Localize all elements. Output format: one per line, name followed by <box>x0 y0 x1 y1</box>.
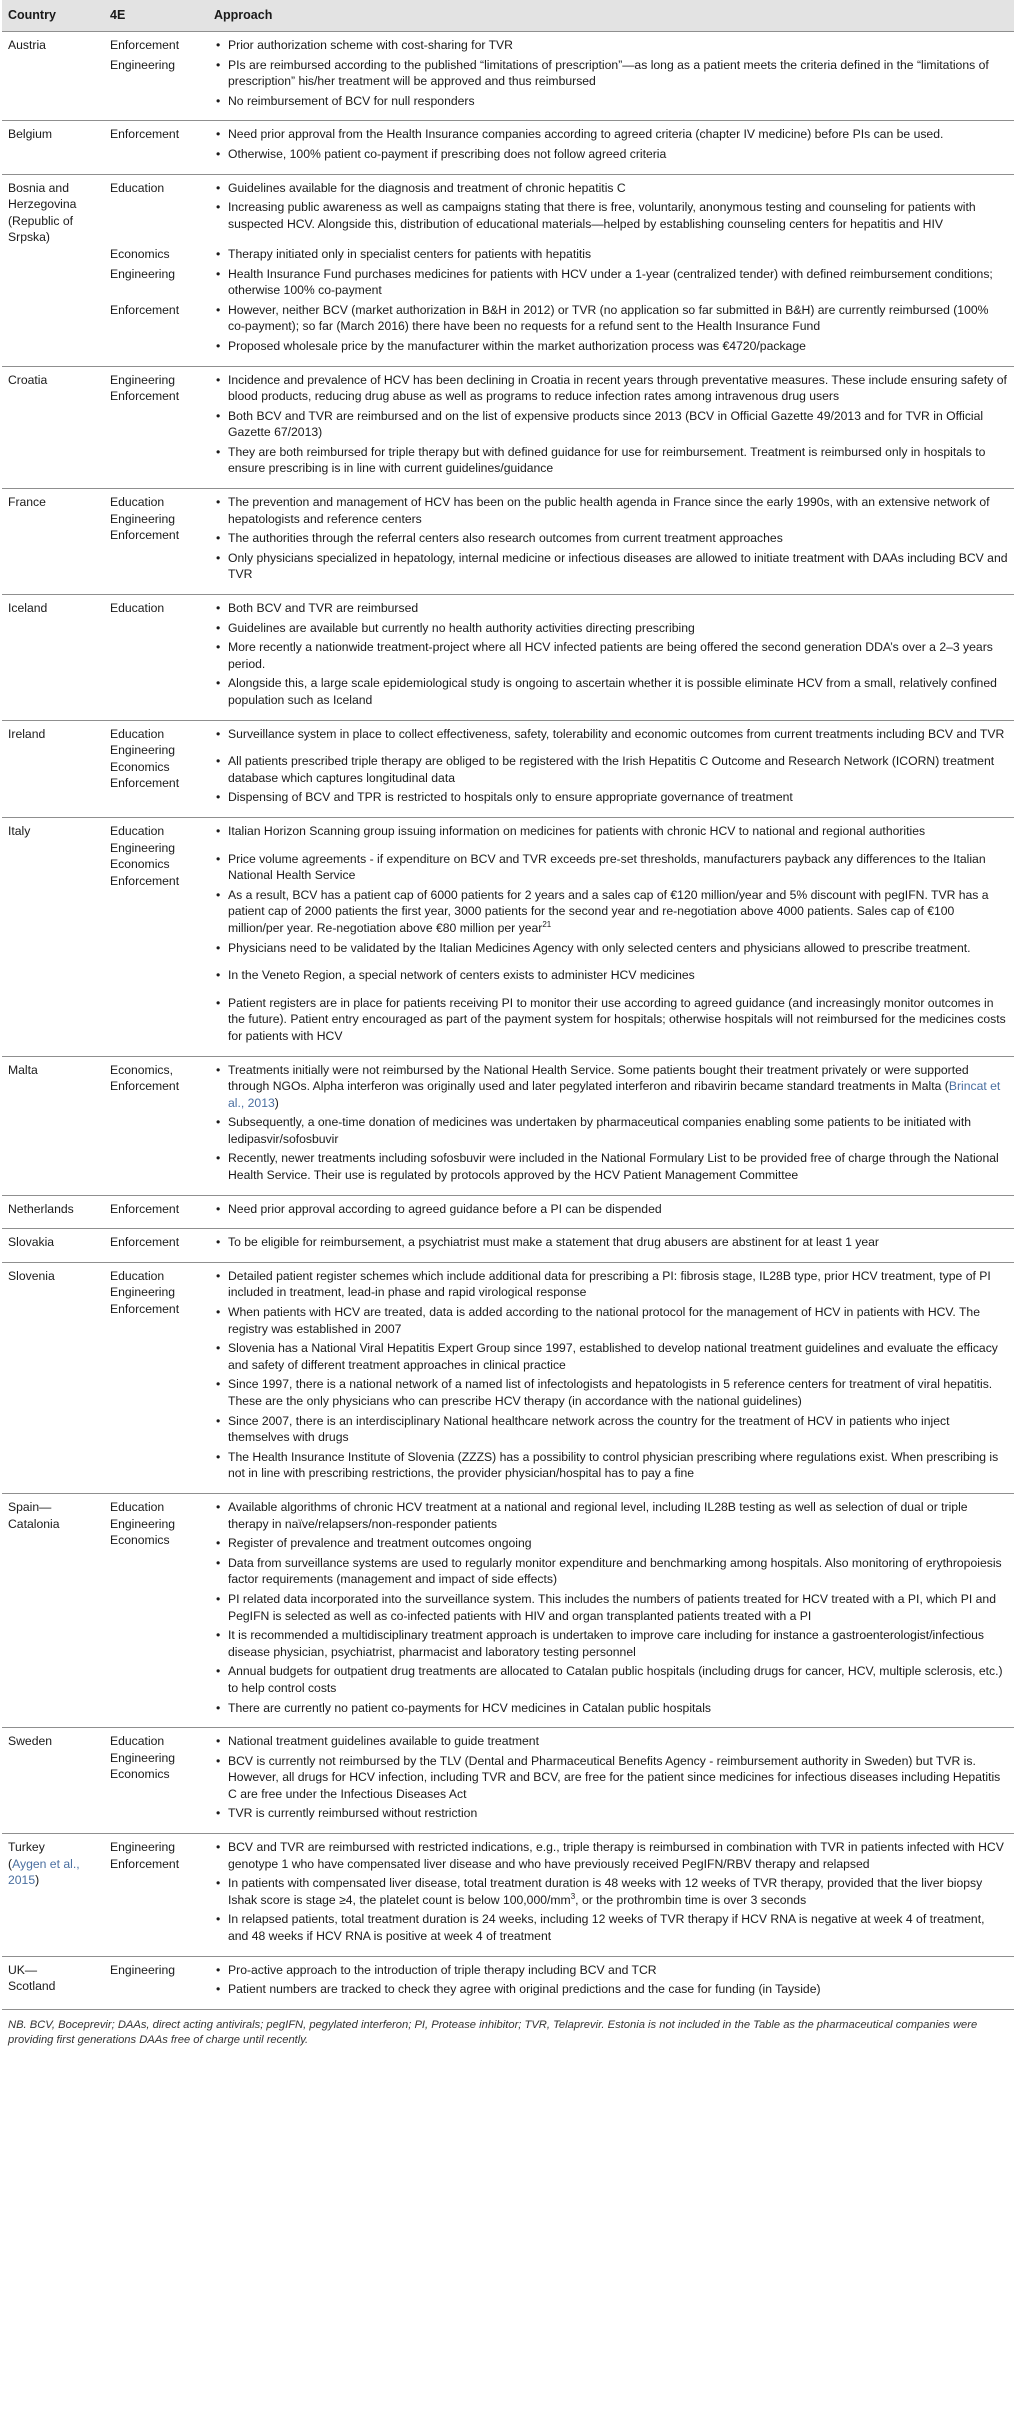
table-body <box>2 32 1014 2010</box>
cell-4e <box>104 32 208 57</box>
four-e-category: Education Engineering Economics Enforcement <box>110 726 180 791</box>
list-item <box>214 1733 1008 1750</box>
cell-country <box>2 595 104 721</box>
list-item <box>214 1875 1008 1908</box>
approach-text: Incidence and prevalence of HCV has been declining in Croatia in recent years through preventative measures. These include ensuring safety of blood products, reducing drug abuse as well as programs to reduce infection rates among intravenous drug users <box>228 372 1007 404</box>
cell-approach <box>208 266 1014 302</box>
country-name: Iceland <box>8 601 48 616</box>
cell-approach <box>208 1262 1014 1493</box>
table-row <box>2 174 1014 246</box>
approach-text: PIs are reimbursed according to the published “limitations of prescription”—as long as a patient meets the criteria defined in the “limitations of prescription” his/her treatment will be approved and thus reimbursed <box>228 57 989 89</box>
approach-text: Since 2007, there is an interdisciplinary National healthcare network across the country for the treatment of HCV in patients who inject themselves with drugs <box>228 1413 950 1445</box>
cell-4e <box>104 489 208 595</box>
list-item <box>214 1700 1008 1717</box>
approach-list <box>214 1062 1008 1184</box>
approach-text: More recently a nationwide treatment-project where all HCV infected patients are being offered the second generation DDA’s over a 2–3 years period. <box>228 640 993 671</box>
cell-4e <box>104 246 208 266</box>
approach-text: BCV is currently not reimbursed by the TLV (Dental and Pharmaceutical Benefits Agency - reimbursement authority in Sweden) but TVR is. However, all drugs for HCV infection, including TVR and BCV, are free for the patient since medicines for infectious diseases including Hepatitis C are free under the Infectious Diseases Act <box>228 1753 1001 1801</box>
table-row <box>2 720 1014 817</box>
table-row <box>2 266 1014 302</box>
approach-text: Available algorithms of chronic HCV treatment at a national and regional level, including IL28B testing as well as selection of dual or triple therapy in naïve/relapsers/non-responder patients <box>228 1499 968 1531</box>
cell-4e <box>104 1229 208 1263</box>
cell-approach <box>208 1229 1014 1263</box>
approach-text: As a result, BCV has a patient cap of 6000 patients for 2 years and a sales cap of €120 million/year and 5% discount with pegIFN. TVR has a patient cap of 2000 patients the first year, 3000 patients for the second year and re-negotiation above 4000 patients. Sales cap of €100 million/per year. Re-negotiation above €80 million per year <box>228 887 989 935</box>
approach-text: All patients prescribed triple therapy are obliged to be registered with the Irish Hepatitis C Outcome and Research Network (ICORN) treatment database which captures longitudinal data <box>228 754 995 785</box>
cell-approach <box>208 174 1014 246</box>
cell-approach <box>208 1056 1014 1195</box>
approach-list <box>214 1234 1008 1251</box>
header-country: Country <box>2 0 104 32</box>
list-item <box>214 338 1008 355</box>
list-item <box>214 302 1008 335</box>
four-e-category: Economics <box>110 246 170 261</box>
approach-text: Register of prevalence and treatment outcomes ongoing <box>228 1536 532 1551</box>
list-item <box>214 1449 1008 1482</box>
approach-text: When patients with HCV are treated, data is added according to the national protocol for the management of HCV in patients with HCV. The registry was established in 2007 <box>228 1305 980 1336</box>
cell-4e <box>104 1056 208 1195</box>
cell-approach <box>208 595 1014 721</box>
country-name: Italy <box>8 823 31 838</box>
list-item <box>214 57 1008 90</box>
country-name: Slovakia <box>8 1235 55 1250</box>
list-item <box>214 1114 1008 1147</box>
country-citation: (Aygen et al., 2015) <box>8 1856 80 1888</box>
approach-list <box>214 1201 1008 1218</box>
cell-approach <box>208 1493 1014 1727</box>
approach-text: Slovenia has a National Viral Hepatitis Expert Group since 1997, established to develop national treatment guidelines and evaluate the efficacy and safety of different treatment approaches in clinical practice <box>228 1341 998 1372</box>
approach-list <box>214 126 1008 162</box>
approach-text: Patient registers are in place for patients receiving PI to monitor their use according to agreed guidance (and increasingly monitor outcomes in the future). Patient entry encouraged as part of the payment system for hospitals; otherwise hospitals will not reimbursed for the medicines costs for patients with HCV <box>228 995 1006 1043</box>
cell-approach <box>208 817 1014 1056</box>
cell-country <box>2 1262 104 1493</box>
list-item <box>214 1981 1008 1998</box>
list-item <box>214 995 1008 1045</box>
header-approach: Approach <box>208 0 1014 32</box>
cell-country <box>2 720 104 817</box>
list-item <box>214 1535 1008 1552</box>
list-item <box>214 639 1008 672</box>
cell-country <box>2 817 104 1056</box>
approach-text: Since 1997, there is a national network of a named list of infectologists and hepatologists in 5 reference centers for treatment of viral hepatitis. These are the only physicians who can prescribe HCV therapy (in accordance with the national guidelines) <box>228 1377 993 1408</box>
list-item <box>214 967 1008 984</box>
cell-country <box>2 1229 104 1263</box>
approach-text: Italian Horizon Scanning group issuing information on medicines for patients with chronic HCV to national and regional authorities <box>228 823 926 838</box>
approach-text: In the Veneto Region, a special network of centers exists to administer HCV medicines <box>228 968 695 983</box>
approach-text: There are currently no patient co-payments for HCV medicines in Catalan public hospitals <box>228 1700 711 1715</box>
table-row <box>2 32 1014 57</box>
list-item <box>214 1962 1008 1979</box>
four-e-category: Engineering <box>110 57 176 72</box>
approach-text: Physicians need to be validated by the Italian Medicines Agency with only selected centers and physicians allowed to prescribe treatment. <box>228 940 971 955</box>
cell-country <box>2 1956 104 2009</box>
country-name: Netherlands <box>8 1201 74 1216</box>
cell-4e <box>104 266 208 302</box>
four-e-category: Enforcement <box>110 127 180 142</box>
approach-text: TVR is currently reimbursed without restriction <box>228 1806 478 1821</box>
approach-list <box>214 1839 1008 1945</box>
approach-list <box>214 1268 1008 1482</box>
header-4e: 4E <box>104 0 208 32</box>
table-row <box>2 1956 1014 2009</box>
list-item <box>214 1753 1008 1803</box>
cell-country <box>2 302 104 366</box>
approach-text: Detailed patient register schemes which include additional data for prescribing a PI: fibrosis stage, IL28B type, prior HCV treatment, type of PI included in treatment, lead-in phase and rapid virological response <box>228 1268 991 1300</box>
table-row <box>2 366 1014 489</box>
approach-text: Alongside this, a large scale epidemiological study is ongoing to ascertain whether it is possible eliminate HCV from a small, relatively confined population such as Iceland <box>228 676 997 707</box>
approach-text: Proposed wholesale price by the manufacturer within the market authorization process was €4720/package <box>228 338 806 353</box>
list-item <box>214 444 1008 477</box>
list-item <box>214 940 1008 957</box>
approach-text: To be eligible for reimbursement, a psychiatrist must make a statement that drug abusers are abstinent for at least 1 year <box>228 1235 879 1250</box>
table-row <box>2 1728 1014 1834</box>
list-item <box>214 246 1008 263</box>
country-name: Belgium <box>8 127 53 142</box>
approach-text: Both BCV and TVR are reimbursed and on the list of expensive products since 2013 (BCV in Official Gazette 49/2013 and for TVR in Official Gazette 67/2013) <box>228 408 984 440</box>
cell-4e <box>104 174 208 246</box>
table-header-row <box>2 0 1014 32</box>
list-item <box>214 372 1008 405</box>
cell-country <box>2 57 104 121</box>
table-row <box>2 57 1014 121</box>
approach-text: Price volume agreements - if expenditure on BCV and TVR exceeds pre-set thresholds, manufacturers payback any differences to the Italian National Health Service <box>228 851 986 883</box>
approach-list <box>214 823 1008 1045</box>
approach-text: Dispensing of BCV and TPR is restricted to hospitals only to ensure appropriate governance of treatment <box>228 790 793 805</box>
cell-4e <box>104 720 208 817</box>
four-e-category: Education <box>110 180 165 195</box>
list-item <box>214 126 1008 143</box>
approach-list <box>214 1962 1008 1998</box>
approach-text: Prior authorization scheme with cost-sharing for TVR <box>228 38 513 52</box>
approach-text: No reimbursement of BCV for null responders <box>228 93 475 108</box>
cell-country <box>2 1195 104 1229</box>
list-item <box>214 199 1008 232</box>
citation-link[interactable]: Brincat et al., 2013 <box>228 1079 1001 1110</box>
approach-text: Only physicians specialized in hepatology, internal medicine or infectious diseases are allowed to initiate treatment with DAAs including BCV and TVR <box>228 550 1008 582</box>
list-item <box>214 550 1008 583</box>
approach-list <box>214 1499 1008 1716</box>
approach-text: The authorities through the referral centers also research outcomes from current treatment approaches <box>228 531 783 546</box>
country-approach-table <box>2 0 1014 2010</box>
table-row <box>2 302 1014 366</box>
list-item <box>214 1663 1008 1696</box>
cell-approach <box>208 302 1014 366</box>
approach-text: Data from surveillance systems are used to regularly monitor expenditure and benchmarking among hospitals. Also monitoring of erythropoiesis factor requirements (management and impact of side effects) <box>228 1555 1002 1587</box>
approach-text: BCV and TVR are reimbursed with restricted indications, e.g., triple therapy is reimbursed in combination with TVR in patients infected with HCV genotype 1 who have compensated liver disease and who have previously received PegIFN/RBV therapy and relapsed <box>228 1840 1004 1871</box>
four-e-category: Enforcement <box>110 1201 180 1216</box>
four-e-category: Engineering Enforcement <box>110 372 180 404</box>
list-item <box>214 180 1008 197</box>
list-item <box>214 408 1008 441</box>
approach-text: Guidelines are available but currently no health authority activities directing prescribing <box>228 620 695 635</box>
cell-country <box>2 32 104 57</box>
cell-approach <box>208 720 1014 817</box>
cell-4e <box>104 121 208 174</box>
country-name: Slovenia <box>8 1268 55 1283</box>
list-item <box>214 753 1008 786</box>
four-e-category: Education Engineering Enforcement <box>110 1268 180 1317</box>
table-row <box>2 1056 1014 1195</box>
table-row <box>2 817 1014 1056</box>
citation-link[interactable]: Aygen et al., 2015 <box>8 1856 80 1888</box>
country-name: France <box>8 495 46 510</box>
cell-approach <box>208 121 1014 174</box>
cell-approach <box>208 1195 1014 1229</box>
cell-approach <box>208 246 1014 266</box>
cell-4e <box>104 1493 208 1727</box>
list-item <box>214 1591 1008 1624</box>
list-item <box>214 675 1008 708</box>
cell-4e <box>104 1834 208 1957</box>
country-name: Ireland <box>8 726 46 741</box>
approach-text: Need prior approval from the Health Insurance companies according to agreed criteria (chapter IV medicine) before PIs can be used. <box>228 127 944 142</box>
table-row <box>2 1493 1014 1727</box>
approach-text: In patients with compensated liver disease, total treatment duration is 48 weeks with 12 weeks of TVR therapy, provided that the liver biopsy Ishak score is stage ≥4, the platelet count is below 100,000/mm <box>228 1876 983 1907</box>
approach-text: Therapy initiated only in specialist centers for patients with hepatitis <box>228 246 592 261</box>
approach-text: They are both reimbursed for triple therapy but with defined guidance for use for reimbursement. Treatment is reimbursed only in hospitals to ensure prescribing is in line with current guidelines/guidance <box>228 444 986 476</box>
table-row <box>2 121 1014 174</box>
approach-text: Guidelines available for the diagnosis and treatment of chronic hepatitis C <box>228 180 626 195</box>
cell-country <box>2 366 104 489</box>
list-item <box>214 530 1008 547</box>
approach-text: Need prior approval according to agreed guidance before a PI can be dispended <box>228 1201 662 1216</box>
list-item <box>214 1201 1008 1218</box>
approach-text: Treatments initially were not reimbursed by the National Health Service. Some patients bought their treatment privately or were supported through NGOs. Alpha interferon was originally used and later pegylated interferon and ribavirin became standard treatments in Malta ( <box>228 1062 969 1094</box>
list-item <box>214 1340 1008 1373</box>
approach-text: Patient numbers are tracked to check they agree with original predictions and the case for funding (in Tayside) <box>228 1982 821 1997</box>
approach-list <box>214 37 1008 54</box>
cell-4e <box>104 366 208 489</box>
approach-text: Pro-active approach to the introduction of triple therapy including BCV and TCR <box>228 1962 657 1977</box>
approach-text: National treatment guidelines available to guide treatment <box>228 1734 539 1749</box>
approach-text: PI related data incorporated into the surveillance system. This includes the numbers of patients treated for HCV treated with a PI, which PI and PegIFN is selected as well as co-infected patients with HIV and organ transplanted patients treated with a PI <box>228 1591 996 1623</box>
approach-text: However, neither BCV (market authorization in B&H in 2012) or TVR (no application so far submitted in B&H) are currently reimbursed (100% co-payment); so far (March 2016) there have been no requests for a refund sent to the Health Insurance Fund <box>228 302 989 334</box>
table-row <box>2 246 1014 266</box>
list-item <box>214 494 1008 527</box>
four-e-category: Engineering <box>110 266 176 281</box>
list-item <box>214 1805 1008 1822</box>
list-item <box>214 1304 1008 1337</box>
four-e-category: Education Engineering Economics <box>110 1499 176 1548</box>
cell-4e <box>104 1728 208 1834</box>
list-item <box>214 1062 1008 1112</box>
four-e-category: Enforcement <box>110 302 180 317</box>
cell-approach <box>208 1956 1014 2009</box>
approach-list <box>214 57 1008 110</box>
cell-country <box>2 1493 104 1727</box>
approach-text: It is recommended a multidisciplinary treatment approach is undertaken to improve care including for instance a gastroenterologist/infectious disease physician, psychiatrist, pharmacist and laboratory testing personnel <box>228 1628 985 1659</box>
list-item <box>214 887 1008 937</box>
list-item <box>214 1413 1008 1446</box>
approach-list <box>214 302 1008 355</box>
approach-text: In relapsed patients, total treatment duration is 24 weeks, including 12 weeks of TVR therapy if HCV RNA is negative at week 4 of treatment, and 48 weeks if HCV RNA is positive at week 4 of treatment <box>228 1912 985 1944</box>
cell-4e <box>104 595 208 721</box>
approach-text: Subsequently, a one-time donation of medicines was undertaken by pharmaceutical companies enabling some patients to be initiated with ledipasvir/sofosbuvir <box>228 1115 971 1146</box>
approach-text: The prevention and management of HCV has been on the public health agenda in France since the early 1990s, with an extensive network of hepatologists and reference centers <box>228 495 990 526</box>
list-item <box>214 1268 1008 1301</box>
approach-text: Surveillance system in place to collect effectiveness, safety, tolerability and economic outcomes from current treatments including BCV and TVR <box>228 726 1005 741</box>
cell-approach <box>208 1834 1014 1957</box>
table-row <box>2 1834 1014 1957</box>
list-item <box>214 1376 1008 1409</box>
four-e-category: Engineering Enforcement <box>110 1840 180 1871</box>
approach-list <box>214 372 1008 478</box>
cell-country <box>2 174 104 246</box>
cell-approach <box>208 489 1014 595</box>
cell-4e <box>104 302 208 366</box>
list-item <box>214 620 1008 637</box>
approach-list <box>214 494 1008 583</box>
approach-list <box>214 726 1008 806</box>
country-name: UK— Scotland <box>8 1962 56 1994</box>
cell-country <box>2 1056 104 1195</box>
cell-4e <box>104 817 208 1056</box>
list-item <box>214 600 1008 617</box>
four-e-category: Education Engineering Economics <box>110 1734 176 1782</box>
reference-superscript[interactable]: 21 <box>542 919 552 929</box>
list-item <box>214 726 1008 743</box>
citation-close: ) <box>274 1095 279 1110</box>
list-item <box>214 1627 1008 1660</box>
approach-list <box>214 600 1008 709</box>
cell-country <box>2 246 104 266</box>
country-name: Spain— Catalonia <box>8 1499 60 1531</box>
table-row <box>2 1195 1014 1229</box>
cell-country <box>2 121 104 174</box>
four-e-category: Education <box>110 601 165 616</box>
four-e-category: Education Engineering Economics Enforcement <box>110 823 180 888</box>
list-item <box>214 1499 1008 1532</box>
table-row <box>2 595 1014 721</box>
list-item <box>214 1150 1008 1183</box>
cell-4e <box>104 1195 208 1229</box>
list-item <box>214 789 1008 806</box>
approach-list <box>214 266 1008 299</box>
country-name: Bosnia and Herzegovina (Republic of Srpska) <box>8 180 77 245</box>
four-e-category: Enforcement <box>110 1235 180 1250</box>
cell-4e <box>104 57 208 121</box>
table-row <box>2 1262 1014 1493</box>
four-e-category: Engineering <box>110 1962 176 1977</box>
unit-superscript: 3 <box>570 1891 576 1901</box>
table-row <box>2 489 1014 595</box>
list-item <box>214 37 1008 54</box>
approach-list <box>214 180 1008 233</box>
cell-country <box>2 1728 104 1834</box>
country-name: Turkey <box>8 1840 45 1855</box>
approach-text: The Health Insurance Institute of Slovenia (ZZZS) has a possibility to control physician prescribing where regulations exist. When prescribing is not in line with prescribing restrictions, the provider physician/hospital has to pay a fine <box>228 1449 999 1481</box>
list-item <box>214 1234 1008 1251</box>
approach-list <box>214 1733 1008 1822</box>
approach-text: , or the prothrombin time is over 3 seconds <box>575 1892 807 1907</box>
list-item <box>214 146 1008 163</box>
list-item <box>214 823 1008 840</box>
table-row <box>2 1229 1014 1263</box>
cell-approach <box>208 32 1014 57</box>
country-name: Croatia <box>8 372 48 387</box>
list-item <box>214 851 1008 884</box>
approach-text: Increasing public awareness as well as campaigns stating that there is free, voluntarily, anonymous testing and counseling for patients with suspected HCV. Alongside this, distribution of educational materials—helped by establishing counseling centers for hepatitis and HIV <box>228 200 976 231</box>
four-e-category: Economics, Enforcement <box>110 1062 180 1094</box>
cell-approach <box>208 366 1014 489</box>
list-item <box>214 93 1008 110</box>
approach-text: Otherwise, 100% patient co-payment if prescribing does not follow agreed criteria <box>228 146 667 161</box>
list-item <box>214 1839 1008 1872</box>
cell-approach <box>208 1728 1014 1834</box>
country-name: Malta <box>8 1062 38 1077</box>
list-item <box>214 1911 1008 1944</box>
cell-approach <box>208 57 1014 121</box>
table-footnote: NB. BCV, Boceprevir; DAAs, direct acting antivirals; pegIFN, pegylated interferon; PI, Protease inhibitor; TVR, Telaprevir. Estonia is not included in the Table as the pharmaceutical companies were providing first generations DAAs free of charge until recently. <box>8 2018 978 2046</box>
approach-text: Annual budgets for outpatient drug treatments are allocated to Catalan public hospitals (including drugs for cancer, HCV, multiple sclerosis, etc.) to help control costs <box>228 1664 1003 1695</box>
country-name: Sweden <box>8 1734 53 1749</box>
approach-list <box>214 246 1008 263</box>
approach-text: Both BCV and TVR are reimbursed <box>228 601 419 616</box>
cell-country <box>2 1834 104 1957</box>
four-e-category: Enforcement <box>110 38 180 52</box>
cell-4e <box>104 1262 208 1493</box>
country-name: Austria <box>8 38 46 52</box>
cell-4e <box>104 1956 208 2009</box>
list-item <box>214 1555 1008 1588</box>
cell-country <box>2 266 104 302</box>
list-item <box>214 266 1008 299</box>
four-e-category: Education Engineering Enforcement <box>110 495 180 543</box>
approach-text: Recently, newer treatments including sofosbuvir were included in the National Formulary List to be provided free of charge through the National Health Service. Their use is regulated by protocols approved by the HCV Patient Management Committee <box>228 1151 999 1183</box>
cell-country <box>2 489 104 595</box>
approach-text: Health Insurance Fund purchases medicines for patients with HCV under a 1-year (centralized tender) with defined reimbursement conditions; otherwise 100% co-payment <box>228 266 993 298</box>
